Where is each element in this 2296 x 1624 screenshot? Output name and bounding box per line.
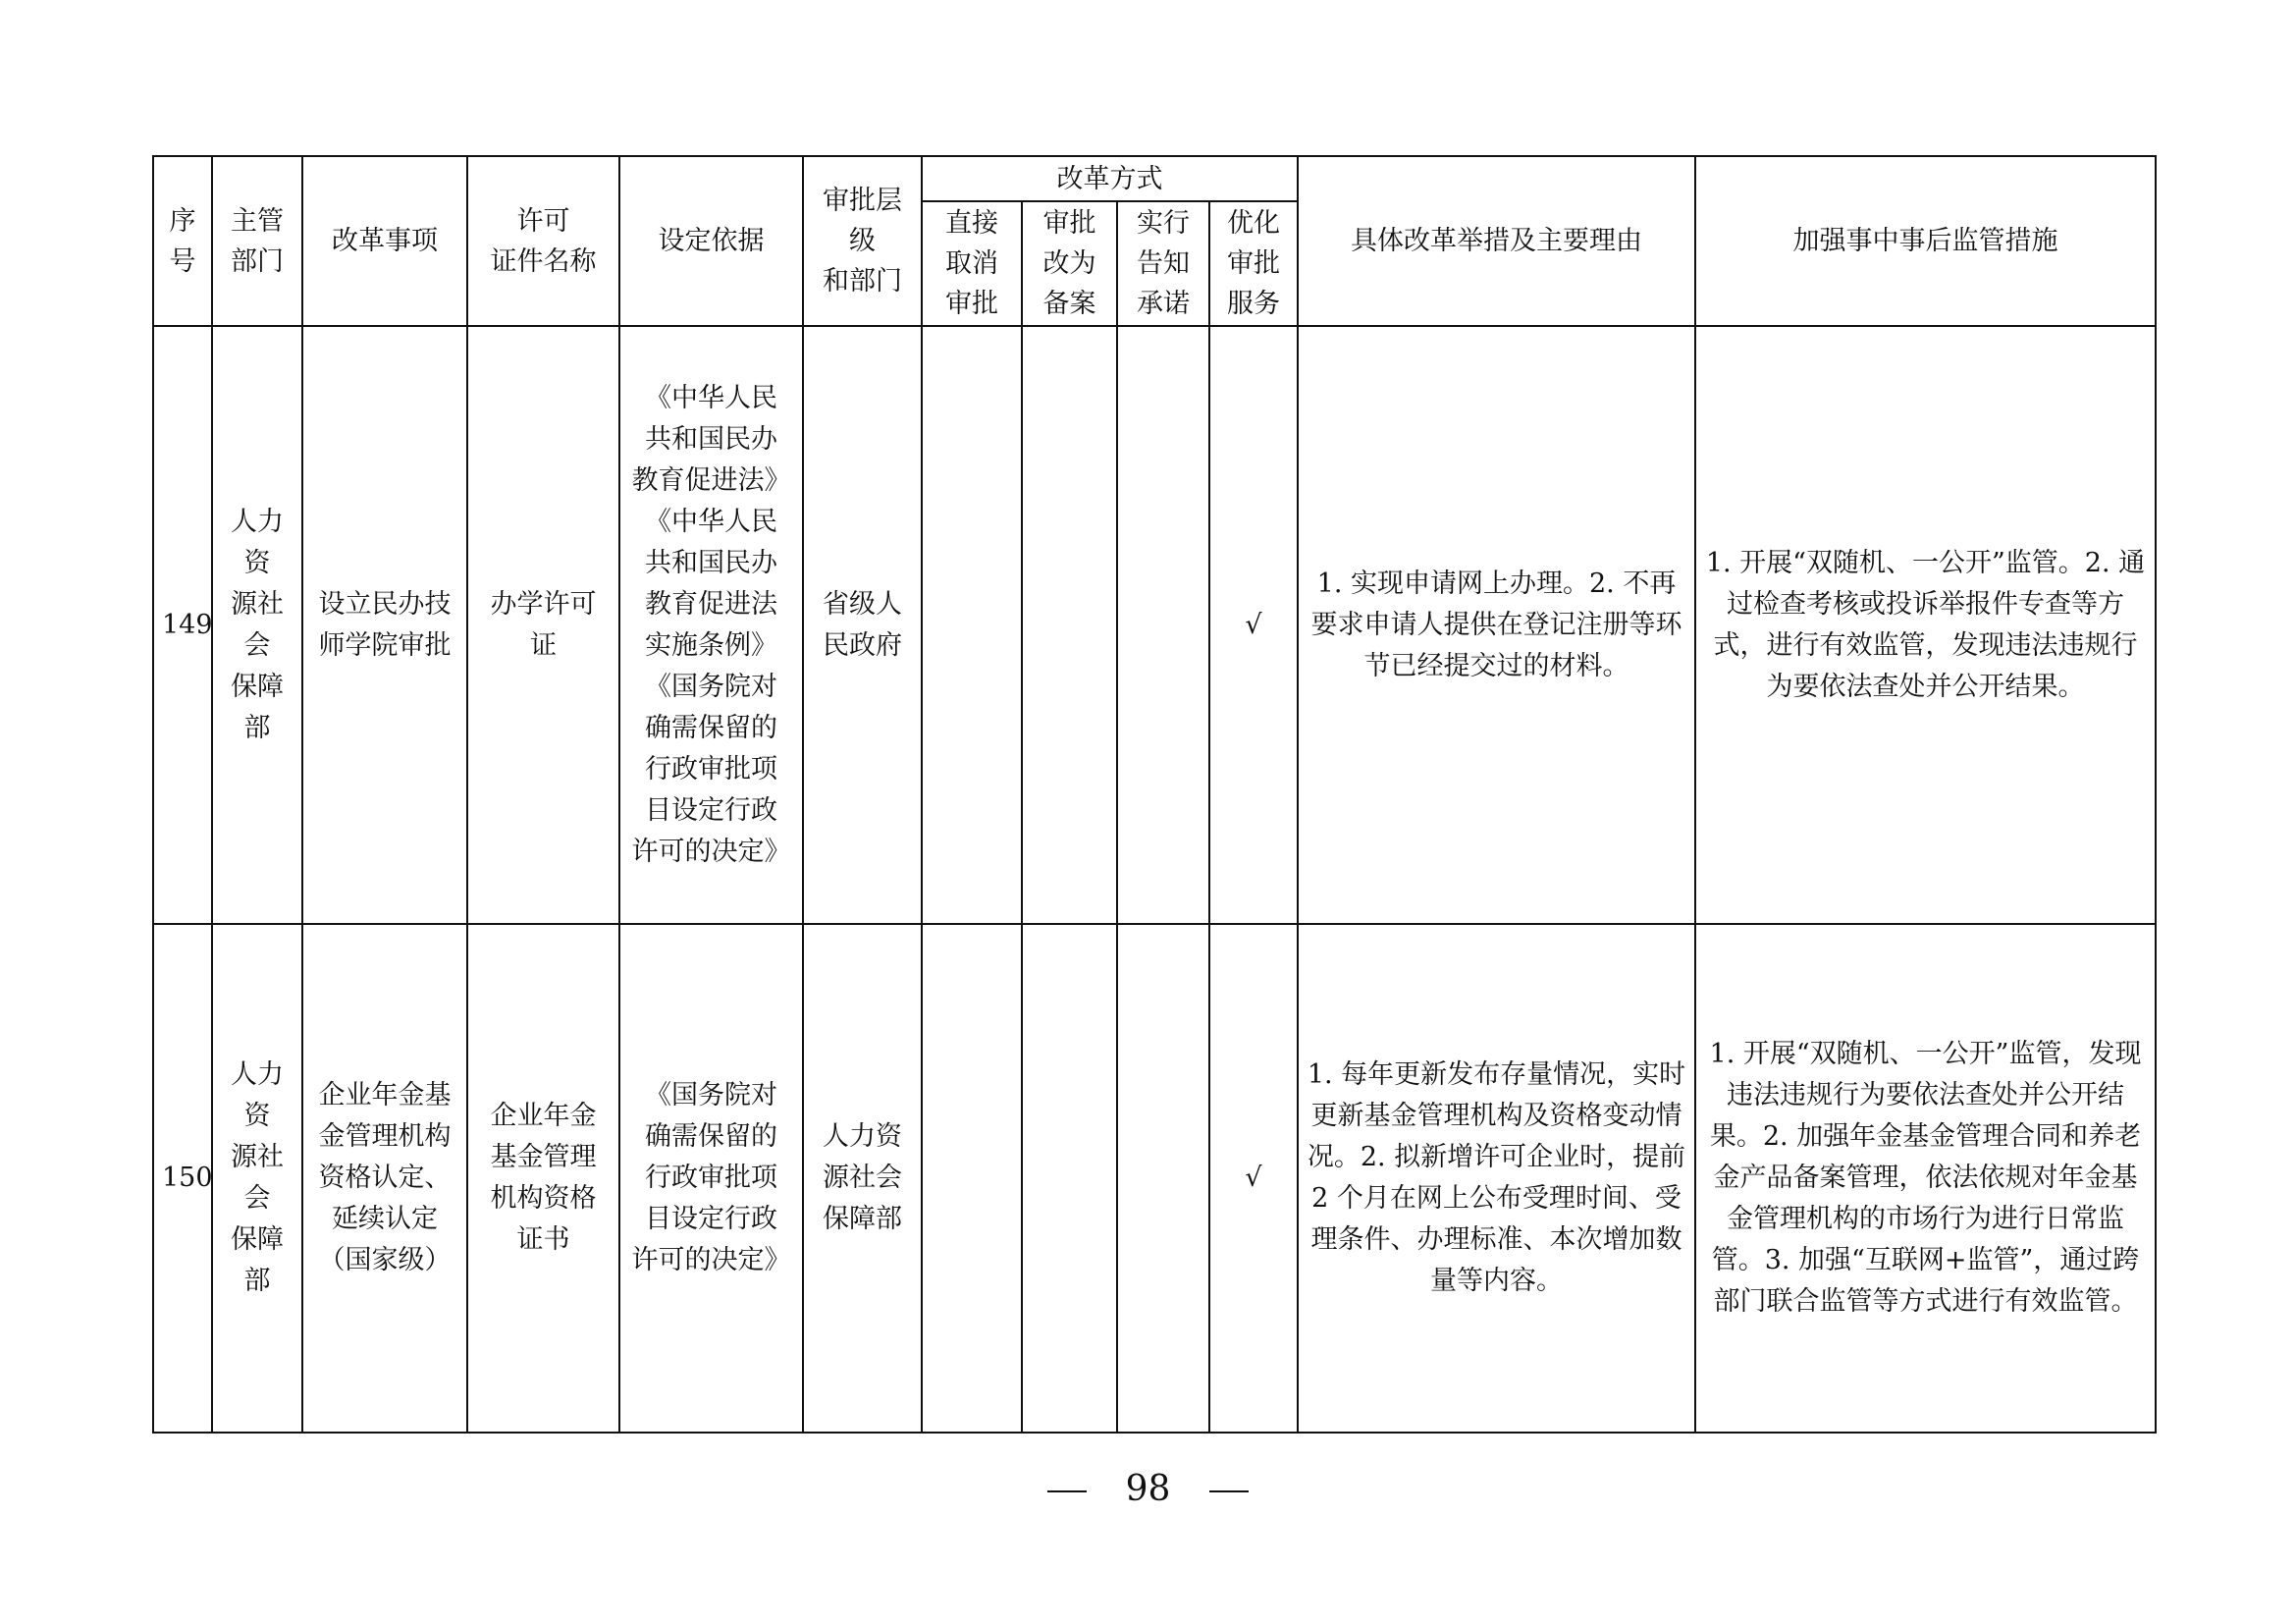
header-cancel: 直接 取消 审批 <box>922 201 1022 326</box>
cell-cancel <box>922 326 1022 924</box>
table-row <box>153 924 2156 1433</box>
cell-optimize-check: √ <box>1209 924 1298 1433</box>
header-measures: 具体改革举措及主要理由 <box>1298 156 1695 326</box>
cell-basis: 《国务院对 确需保留的 行政审批项 目设定行政 许可的决定》 <box>619 924 803 1433</box>
reform-table <box>152 155 2157 1434</box>
cell-seq: 149 <box>153 326 212 924</box>
header-reform-method: 改革方式 <box>922 156 1298 201</box>
page-number: 98 <box>1125 1469 1171 1509</box>
header-basis: 设定依据 <box>619 156 803 326</box>
cell-level: 人力资 源社会 保障部 <box>803 924 922 1433</box>
cell-record <box>1022 326 1117 924</box>
cell-cancel <box>922 924 1022 1433</box>
header-seq: 序 号 <box>153 156 212 326</box>
cell-record <box>1022 924 1117 1433</box>
cell-level: 省级人 民政府 <box>803 326 922 924</box>
cell-optimize-check: √ <box>1209 326 1298 924</box>
header-supervision: 加强事中事后监管措施 <box>1695 156 2156 326</box>
cell-notify <box>1117 924 1209 1433</box>
cell-measures: 1. 每年更新发布存量情况，实时更新基金管理机构及资格变动情况。2. 拟新增许可企业时，提前 2 个月在网上公布受理时间、受理条件、办理标准、本次增加数量等内容。 <box>1298 924 1695 1433</box>
table-row <box>153 326 2156 924</box>
header-notify: 实行 告知 承诺 <box>1117 201 1209 326</box>
header-record: 审批 改为 备案 <box>1022 201 1117 326</box>
cell-measures: 1. 实现申请网上办理。2. 不再要求申请人提供在登记注册等环节已经提交过的材料。 <box>1298 326 1695 924</box>
header-license: 许可 证件名称 <box>467 156 619 326</box>
cell-license: 办学许可 证 <box>467 326 619 924</box>
cell-license: 企业年金 基金管理 机构资格 证书 <box>467 924 619 1433</box>
cell-supervision: 1. 开展“双随机、一公开”监管。2. 通过检查考核或投诉举报件专查等方式，进行有效监管，发现违法违规行为要依法查处并公开结果。 <box>1695 326 2156 924</box>
reform-table-container <box>152 155 2155 1434</box>
cell-seq: 150 <box>153 924 212 1433</box>
footer-dash-left <box>1047 1490 1087 1492</box>
cell-dept: 人力资 源社会 保障部 <box>212 326 302 924</box>
header-dept: 主管 部门 <box>212 156 302 326</box>
header-item: 改革事项 <box>302 156 467 326</box>
header-level: 审批层级 和部门 <box>803 156 922 326</box>
cell-dept: 人力资 源社会 保障部 <box>212 924 302 1433</box>
cell-supervision: 1. 开展“双随机、一公开”监管，发现违法违规行为要依法查处并公开结果。2. 加强年金基金管理合同和养老金产品备案管理，依法依规对年金基金管理机构的市场行为进行日常监管。3. 加强“互联网+监管”，通过跨部门联合监管等方式进行有效监管。 <box>1695 924 2156 1433</box>
page-footer <box>0 1469 2296 1509</box>
cell-item: 设立民办技 师学院审批 <box>302 326 467 924</box>
header-row-1 <box>153 156 2156 201</box>
cell-notify <box>1117 326 1209 924</box>
header-optimize: 优化 审批 服务 <box>1209 201 1298 326</box>
cell-basis: 《中华人民 共和国民办 教育促进法》 《中华人民 共和国民办 教育促进法 实施条例》 《国务院对 确需保留的 行政审批项 目设定行政 许可的决定》 <box>619 326 803 924</box>
cell-item: 企业年金基 金管理机构 资格认定、 延续认定 （国家级） <box>302 924 467 1433</box>
footer-dash-right <box>1209 1490 1249 1492</box>
